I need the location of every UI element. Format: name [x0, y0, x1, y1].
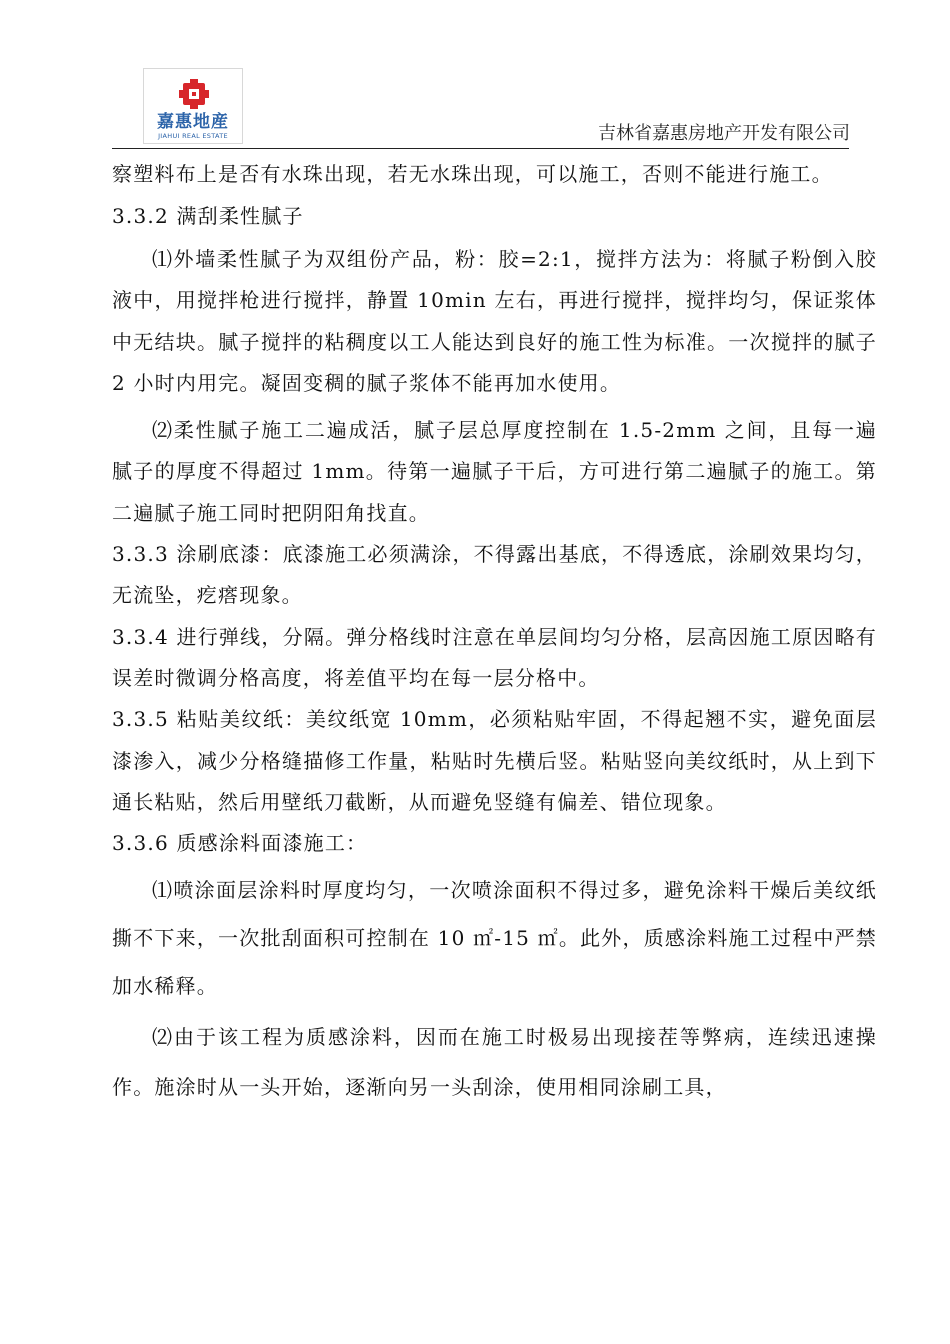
- header-company-name: 吉林省嘉惠房地产开发有限公司: [598, 123, 850, 144]
- section-3-3-3-primer: 3.3.3 涂刷底漆：底漆施工必须满涂，不得露出基底，不得透底，涂刷效果均匀，无流坠，疙瘩现象。: [112, 542, 877, 608]
- section-heading-3-3-2: 3.3.2 满刮柔性腻子: [112, 204, 304, 228]
- paragraph-putty-application: ⑵柔性腻子施工二遍成活，腻子层总厚度控制在 1.5-2mm 之间，且每一遍腻子的厚度不得超过 1mm。待第一遍腻子干后，方可进行第二遍腻子的施工。第二遍腻子施工同时把阴阳角找直。: [112, 418, 877, 525]
- company-logo-mark-icon: [179, 79, 209, 109]
- company-logo: [143, 68, 243, 144]
- paragraph-continuation: 察塑料布上是否有水珠出现，若无水珠出现，可以施工，否则不能进行施工。: [112, 162, 833, 186]
- paragraph-putty-mixing: ⑴外墙柔性腻子为双组份产品，粉：胶=2:1，搅拌方法为：将腻子粉倒入胶液中，用搅拌枪进行搅拌，静置 10min 左右，再进行搅拌，搅拌均匀，保证浆体中无结块。腻子搅拌的粘稠度以工人能达到良好的施工性为标准。一次搅拌的腻子 2 小时内用完。凝固变稠的腻子浆体不能再加水使用。: [112, 247, 877, 395]
- paragraph-spray-coating: ⑴喷涂面层涂料时厚度均匀，一次喷涂面积不得过多，避免涂料干燥后美纹纸撕不下来，一次批刮面积可控制在 10 ㎡-15 ㎡。此外，质感涂料施工过程中严禁加水稀释。: [112, 878, 877, 999]
- paragraph-texture-coating: ⑵由于该工程为质感涂料，因而在施工时极易出现接茬等弊病，连续迅速操作。施涂时从一头开始，逐渐向另一头刮涂，使用相同涂刷工具，: [112, 1025, 877, 1100]
- section-3-3-4-line-marking: 3.3.4 进行弹线，分隔。弹分格线时注意在单层间均匀分格，层高因施工原因略有误差时微调分格高度，将差值平均在每一层分格中。: [112, 624, 877, 690]
- section-heading-3-3-6: 3.3.6 质感涂料面漆施工：: [112, 831, 368, 856]
- logo-company-name-en: JIAHUI REAL ESTATE: [158, 132, 228, 140]
- section-3-3-5-masking-tape: 3.3.5 粘贴美纹纸：美纹纸宽 10mm，必须粘贴牢固，不得起翘不实，避免面层漆渗入，减少分格缝描修工作量，粘贴时先横后竖。粘贴竖向美纹纸时，从上到下通长粘贴，然后用壁纸刀截断，从而避免竖缝有偏差、错位现象。: [112, 707, 877, 814]
- logo-company-name-cn: 嘉惠地産: [157, 112, 229, 132]
- document-body: [112, 154, 877, 1112]
- header-divider: [112, 148, 849, 149]
